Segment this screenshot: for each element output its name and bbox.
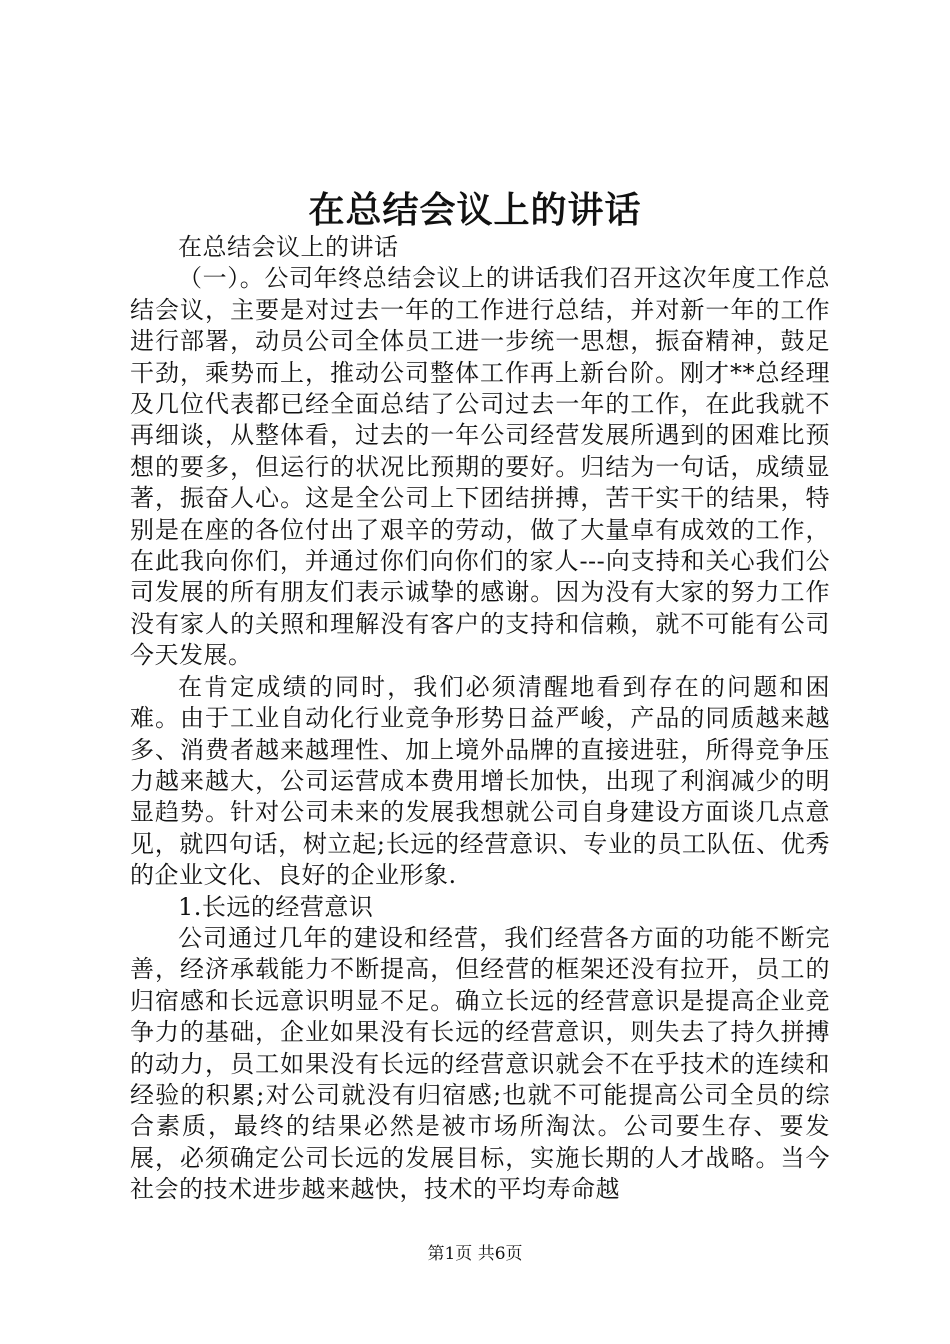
section-heading: 1.长远的经营意识 [178,892,374,921]
paragraph-subtitle: 在总结会议上的讲话 [178,233,399,261]
paragraph-intro: （一）。公司年终总结会议上的讲话我们召开这次年度工作总结会议，主要是对过去一年的工作进行总结，并对新一年的工作进行部署，动员公司全体员工进一步统一思想，振奋精神，鼓足干劲，乘势而上，推动公司整体工作再上新台阶。刚才**总经理及几位代表都已经全面总结了公司过去一年的工作，在此我就不再细谈，从整体看，过去的一年公司经营发展所遇到的困难比预想的要多，但运行的状况比预期的要好。归结为一句话，成绩显著，振奋人心。这是全公司上下团结拼搏，苦干实干的结果，特别是在座的各位付出了艰辛的劳动，做了大量卓有成效的工作，在此我向你们，并通过你们向你们的家人---向支持和关心我们公司发展的所有朋友们表示诚挚的感谢。因为没有大家的努力工作没有家人的关照和理解没有客户的支持和信赖，就不可能有公司今天发展。 [130,264,830,670]
page-title: 在总结会议上的讲话 [308,189,642,231]
page-footer: 第1页 共6页 [427,1244,523,1264]
paragraph-long-term: 公司通过几年的建设和经营，我们经营各方面的功能不断完善，经济承载能力不断提高，但经营的框架还没有拉开，员工的归宿感和长远意识明显不足。确立长远的经营意识是提高企业竞争力的基础，企业如果没有长远的经营意识，则失去了持久拼搏的动力，员工如果没有长远的经营意识就会不在乎技术的连续和经验的积累;对公司就没有归宿感;也就不可能提高公司全员的综合素质，最终的结果必然是被市场所淘汰。公司要生存、要发展，必须确定公司长远的发展目标，实施长期的人才战略。当今社会的技术进步越来越快，技术的平均寿命越 [130,923,830,1204]
paragraph-problems: 在肯定成绩的同时，我们必须清醒地看到存在的问题和困难。由于工业自动化行业竞争形势日益严峻，产品的同质越来越多、消费者越来越理性、加上境外品牌的直接进驻，所得竞争压力越来越大，公司运营成本费用增长加快，出现了利润减少的明显趋势。针对公司未来的发展我想就公司自身建设方面谈几点意见，就四句话，树立起;长远的经营意识、专业的员工队伍、优秀的企业文化、良好的企业形象. [130,672,830,890]
document-body [130,232,830,1206]
